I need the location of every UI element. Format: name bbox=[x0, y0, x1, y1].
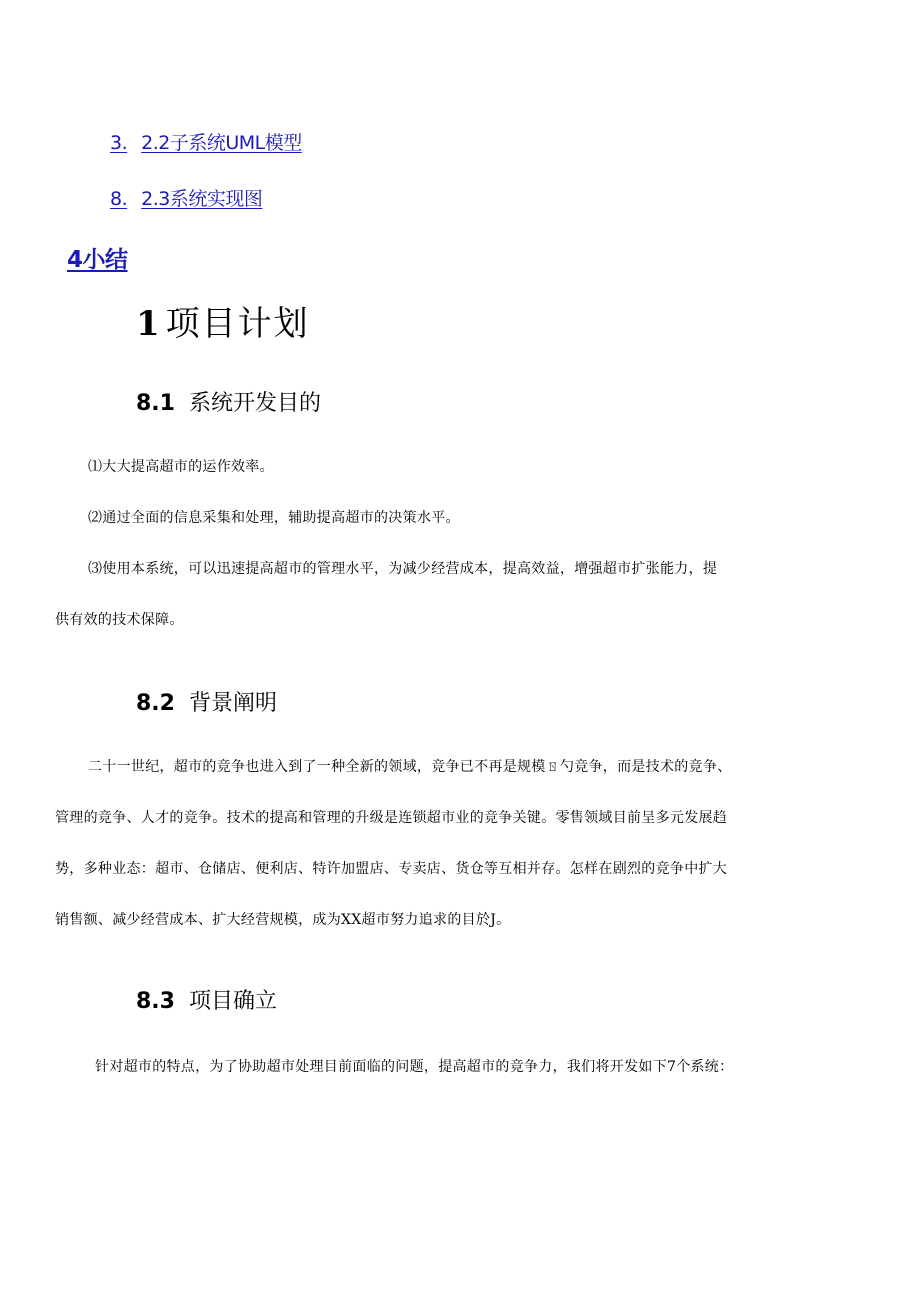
paragraph-line: 势，多种业态：超市、仓储店、便利店、特许加盟店、专卖店、货仓等互相并存。怎样在剧烈的竞争中扩大 bbox=[55, 861, 728, 877]
paragraph-line: 管理的竞争、人才的竞争。技术的提高和管理的升级是连锁超市业的竞争关键。零售领域目前呈多元发展趋 bbox=[55, 810, 728, 826]
paragraph-line: 供有效的技术保障。 bbox=[55, 612, 184, 628]
paragraph-line: 针对超市的特点，为了协助超市处理目前面临的问题，提高超市的竞争力，我们将开发如下7个系统： bbox=[95, 1059, 734, 1075]
section-title: 背景阐明 bbox=[188, 691, 277, 716]
section-heading-8-1 bbox=[136, 386, 321, 417]
chapter-heading bbox=[136, 296, 310, 345]
paragraph-line: ⑶使用本系统，可以迅速提高超市的管理水平，为减少经营成本，提高效益，增强超市扩张能力，提 bbox=[88, 561, 718, 577]
paragraph-line: ⑴大大提高超市的运作效率。 bbox=[88, 459, 274, 475]
toc-number: 8. bbox=[110, 188, 128, 210]
toc-text: 2.2子系统UML模型 bbox=[141, 132, 302, 154]
toc-number: 3. bbox=[110, 132, 128, 154]
toc-link-2-3[interactable] bbox=[110, 184, 262, 211]
toc-link-4-summary[interactable] bbox=[67, 241, 128, 274]
section-number: 8.2 bbox=[136, 691, 175, 716]
section-heading-8-2 bbox=[136, 686, 277, 717]
chapter-title: 项目计划 bbox=[165, 304, 310, 344]
toc-link-2-2[interactable] bbox=[110, 128, 302, 155]
chapter-number: 1 bbox=[136, 304, 160, 344]
section-number: 8.1 bbox=[136, 391, 175, 416]
section-title: 系统开发目的 bbox=[188, 391, 321, 416]
paragraph-line: 销售额、减少经营成本、扩大经营规模，成为XX超市努力追求的目於J。 bbox=[55, 912, 511, 928]
paragraph-line: 二十一世纪，超市的竞争也进入到了一种全新的领域，竞争已不再是规模ㄖ勺竞争，而是技术的竞争、 bbox=[88, 759, 732, 775]
section-heading-8-3 bbox=[136, 984, 277, 1015]
paragraph-line: ⑵通过全面的信息采集和处理，辅助提高超市的决策水平。 bbox=[88, 510, 460, 526]
toc-text: 4小结 bbox=[67, 247, 128, 273]
section-number: 8.3 bbox=[136, 989, 175, 1014]
toc-text: 2.3系统实现图 bbox=[141, 188, 263, 210]
section-title: 项目确立 bbox=[188, 989, 277, 1014]
